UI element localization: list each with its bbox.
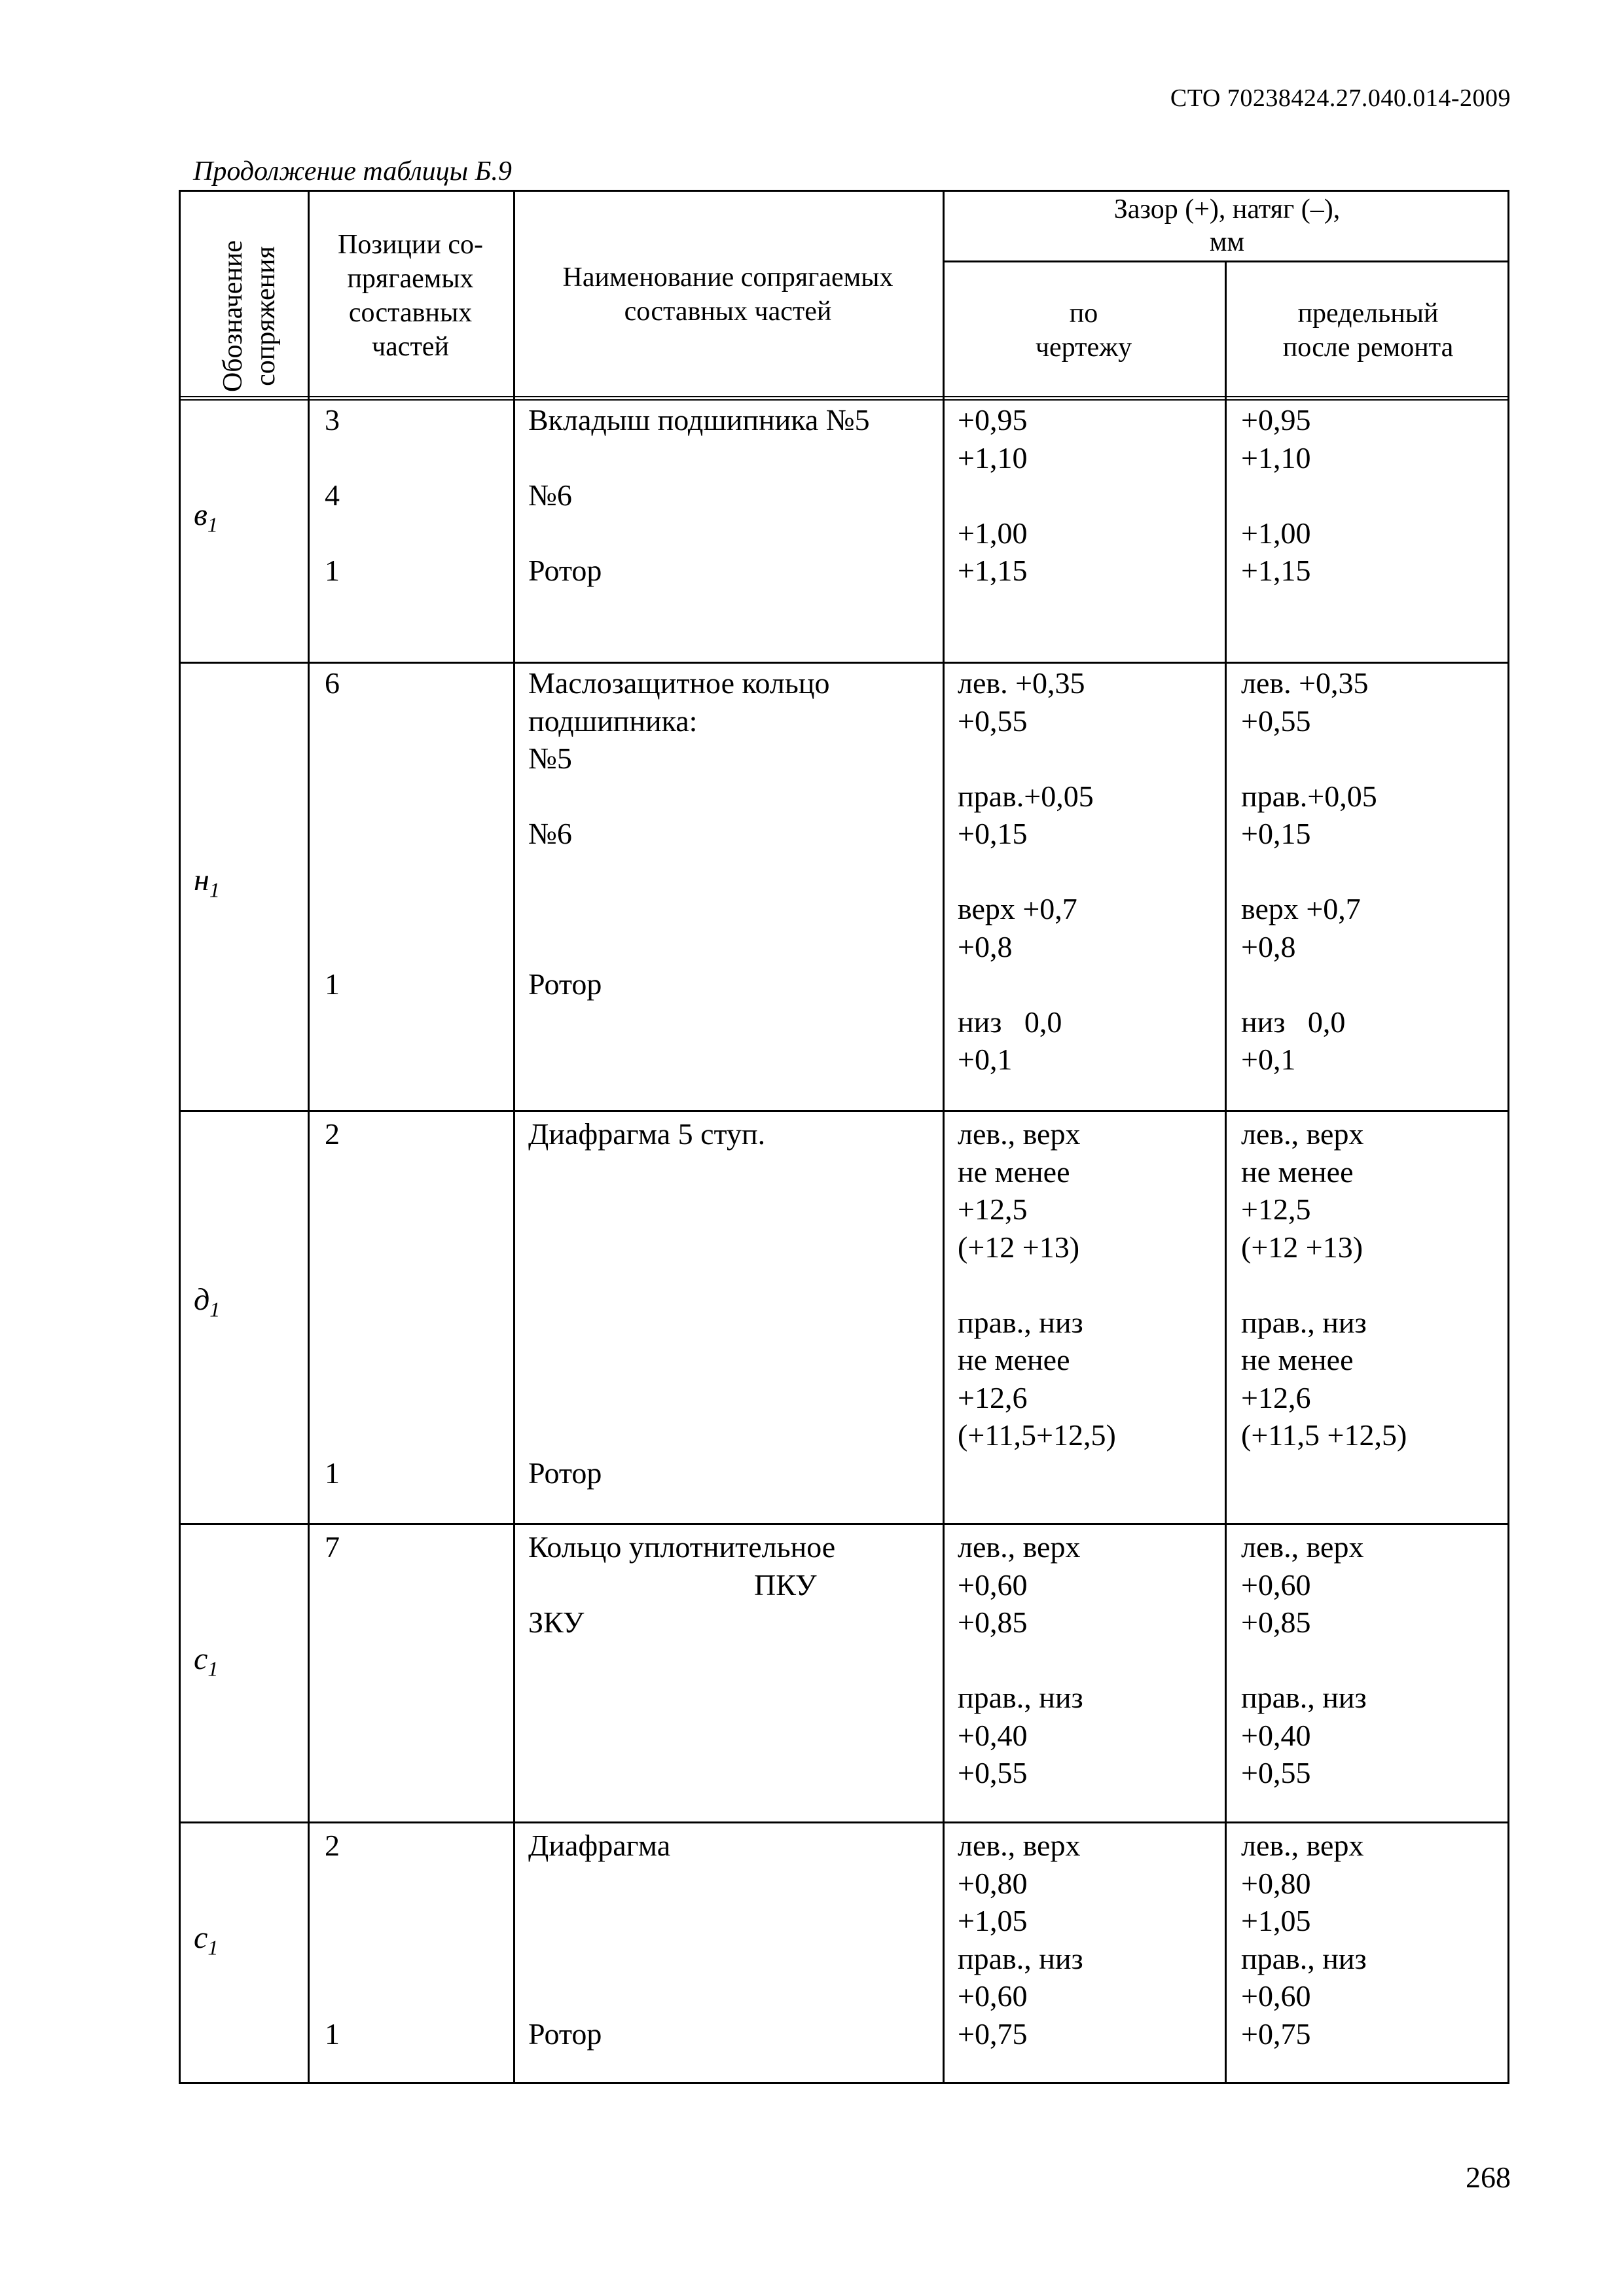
limit-values-row-4: лев., верх +0,60 +0,85 прав., низ +0,40 +0,55 xyxy=(1241,1530,1367,1789)
part-names-row-3: Диафрагма 5 ступ. Ротор xyxy=(528,1117,766,1490)
positions-row-4: 7 xyxy=(325,1530,340,1564)
positions-row-2: 6 1 xyxy=(325,666,340,1001)
part-names-row-4: Кольцо уплотнительное ПКУ ЗКУ xyxy=(528,1530,836,1639)
drawing-values-row-5: лев., верх +0,80 +1,05 прав., низ +0,60 +0,75 xyxy=(958,1829,1083,2051)
row-divider-4 xyxy=(181,1821,1507,1823)
table-caption: Продолжение таблицы Б.9 xyxy=(193,156,512,187)
header-limit-after-repair: предельный после ремонта xyxy=(1282,298,1454,363)
row-divider-3 xyxy=(181,1523,1507,1525)
limit-values-row-3: лев., верх не менее +12,5 (+12 +13) прав., низ не менее +12,6 (+11,5 +12,5) xyxy=(1241,1117,1407,1452)
drawing-values-row-3: лев., верх не менее +12,5 (+12 +13) прав., низ не менее +12,6 (+11,5+12,5) xyxy=(958,1117,1116,1452)
fit-label-row-1: $в_1$ xyxy=(194,497,218,537)
col-divider-4 xyxy=(1225,260,1227,2082)
limit-values-row-2: лев. +0,35 +0,55 прав.+0,05 +0,15 верх +0,7 +0,8 низ 0,0 +0,1 xyxy=(1241,666,1377,1076)
header-by-drawing: по чертежу xyxy=(1035,298,1132,363)
drawing-values-row-4: лев., верх +0,60 +0,85 прав., низ +0,40 +0,55 xyxy=(958,1530,1083,1789)
row-divider-1 xyxy=(181,662,1507,664)
header-positions: Позиции со- прягаемых составных частей xyxy=(338,230,483,362)
part-names-row-1: Вкладыш подшипника №5 №6 Ротор xyxy=(528,403,870,587)
part-names-row-2: Маслозащитное кольцо подшипника: №5 №6 Ротор xyxy=(528,666,830,1001)
fit-label-row-3: $д_1$ xyxy=(194,1282,221,1321)
col-divider-2 xyxy=(513,192,515,2082)
col-divider-1 xyxy=(308,192,310,2082)
part-names-row-5: Диафрагма Ротор xyxy=(528,1829,671,2051)
limit-values-row-5: лев., верх +0,80 +1,05 прав., низ +0,60 +0,75 xyxy=(1241,1829,1367,2051)
header-fit-designation-text: Обозначение сопряжения xyxy=(218,240,281,393)
header-group-divider xyxy=(943,260,1507,262)
header-part-names: Наименование сопрягаемых составных частей xyxy=(562,262,893,327)
col-divider-3 xyxy=(943,192,945,2082)
page-number: 268 xyxy=(1466,2161,1511,2194)
fit-label-row-5: $с_1$ xyxy=(194,1920,219,1960)
limit-values-row-1: +0,95 +1,10 +1,00 +1,15 xyxy=(1241,403,1311,587)
positions-row-3: 2 1 xyxy=(325,1117,340,1490)
drawing-values-row-2: лев. +0,35 +0,55 прав.+0,05 +0,15 верх +0,7 +0,8 низ 0,0 +0,1 xyxy=(958,666,1094,1076)
header-clearance-group: Зазор (+), натяг (–), мм xyxy=(1113,194,1341,257)
positions-row-1: 3 4 1 xyxy=(325,403,340,587)
header-fit-designation xyxy=(207,218,292,414)
fit-clearance-table xyxy=(179,190,1509,2084)
positions-row-5: 2 1 xyxy=(325,1829,340,2051)
header-bottom-border xyxy=(181,396,1507,401)
fit-label-row-4: $с_1$ xyxy=(194,1641,219,1681)
drawing-values-row-1: +0,95 +1,10 +1,00 +1,15 xyxy=(958,403,1028,587)
fit-label-row-2: $н_1$ xyxy=(194,863,220,902)
row-divider-2 xyxy=(181,1110,1507,1112)
document-code: СТО 70238424.27.040.014-2009 xyxy=(1170,84,1511,112)
